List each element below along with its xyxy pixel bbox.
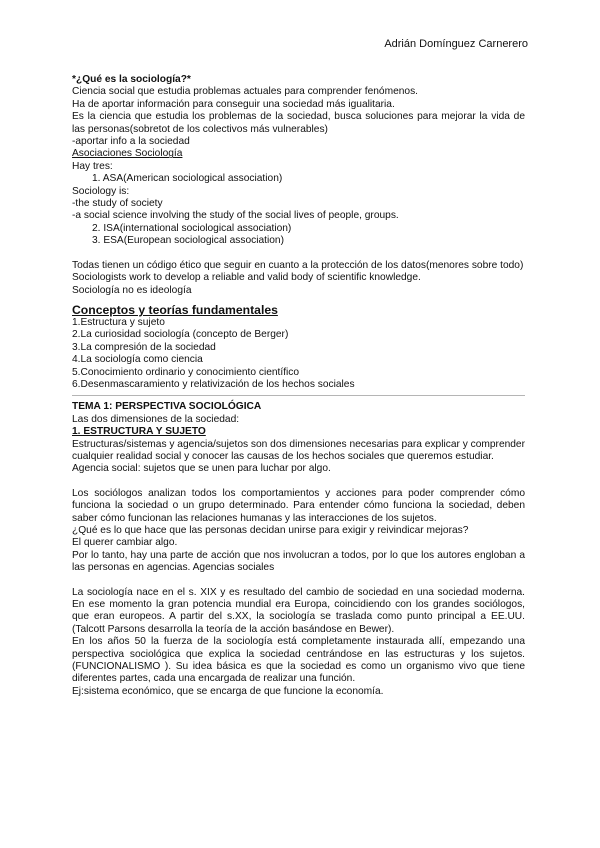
sociology-is-line: -a social science involving the study of the social lives of people, groups.: [72, 210, 399, 222]
section-divider: [72, 395, 525, 396]
associations-list-continued: [72, 223, 525, 248]
intro-line: Es la ciencia que estudia los problemas de la sociedad, busca soluciones para mejorar la vida de las personas(sobretot de los colectivos más vulnerables): [72, 111, 525, 135]
sociology-is-line: -the study of society: [72, 198, 163, 210]
ethics-line: Sociologists work to develop a reliable and valid body of scientific knowledge.: [72, 272, 421, 284]
paragraph: Agencia social: sujetos que se unen para luchar por algo.: [72, 463, 331, 475]
intro-question: *¿Qué es la sociología?*: [72, 74, 191, 85]
paragraph: En los años 50 la fuerza de la sociología está completamente instaurada allí, empezando una perspectiva sociológica que explica la sociedad centrándose en las estructuras y los sujetos. (FUNCIONALISMO ). Su idea básica es que la sociedad es como un organismo vivo que tiene diferentes partes, cada una encargada de realizar una función.: [72, 636, 525, 685]
concept-item: 2.La curiosidad sociología (concepto de Berger): [72, 329, 289, 341]
intro-line: Ciencia social que estudia problemas actuales para comprender fenómenos.: [72, 86, 419, 98]
intro-line: -aportar info a la sociedad: [72, 136, 190, 148]
section-heading: 1. ESTRUCTURA Y SUJETO: [72, 426, 206, 438]
concept-item: 5.Conocimiento ordinario y conocimiento científico: [72, 366, 300, 378]
paragraph: Estructuras/sistemas y agencia/sujetos son dos dimensiones necesarias para explicar y comprender cualquier realidad social y conocer las causas de los hechos sociales que queremos estudiar.: [72, 438, 525, 462]
paragraph: Ej:sistema económico, que se encarga de que funcione la economía.: [72, 685, 384, 697]
concept-item: 4.La sociología como ciencia: [72, 354, 203, 366]
concept-item: 1.Estructura y sujeto: [72, 316, 165, 328]
sociology-is-line: Sociology is:: [72, 185, 130, 197]
author-name: Adrián Domínguez Carnerero: [384, 38, 528, 50]
associations-count: Hay tres:: [72, 160, 113, 172]
concept-item: 6.Desenmascaramiento y relativización de los hechos sociales: [72, 378, 355, 390]
list-item: 1. ASA(American sociological association): [92, 173, 283, 185]
document-body: [72, 74, 525, 698]
paragraph: Por lo tanto, hay una parte de acción que nos involucran a todos, por lo que los autores engloban a las personas en agencias. Agencias sociales: [72, 549, 525, 574]
concepts-heading: Conceptos y teorías fundamentales: [72, 302, 278, 317]
concept-item: 3.La compresión de la sociedad: [72, 341, 216, 353]
paragraph: Los sociólogos analizan todos los comportamientos y acciones para poder comprender cómo funciona la sociedad o un grupo determinado. Para entender cómo funciona la sociedad, deben saber cómo funcionan las relaciones humanas y las interacciones de los sujetos.: [72, 487, 525, 524]
paragraph: ¿Qué es lo que hace que las personas decidan unirse para exigir y reivindicar mejoras?: [72, 525, 469, 536]
list-item: 3. ESA(European sociological association): [92, 235, 284, 247]
associations-list: [72, 173, 525, 185]
tema-subtitle: Las dos dimensiones de la sociedad:: [72, 413, 240, 425]
list-item: 2. ISA(international sociological association): [92, 222, 292, 234]
paragraph: La sociología nace en el s. XIX y es resultado del cambio de sociedad en una sociedad moderna. En ese momento la gran potencia mundial era Europa, coincidiendo con los grandes sociólogos, que eran europeos. A partir del s.XX, la sociología se traslada como punto principal a EE.UU. (Talcott Parsons desarrolla la teoría de la acción basándose en Bewer).: [72, 586, 525, 635]
tema-title: TEMA 1: PERSPECTIVA SOCIOLÓGICA: [72, 401, 262, 413]
associations-heading: Asociaciones Sociología: [72, 148, 183, 160]
paragraph: El querer cambiar algo.: [72, 537, 178, 549]
ethics-line: Todas tienen un código ético que seguir en cuanto a la protección de los datos(menores sobre todo): [72, 259, 524, 271]
ethics-line: Sociología no es ideología: [72, 284, 192, 296]
intro-line: Ha de aportar información para conseguir una sociedad más igualitaria.: [72, 98, 395, 110]
